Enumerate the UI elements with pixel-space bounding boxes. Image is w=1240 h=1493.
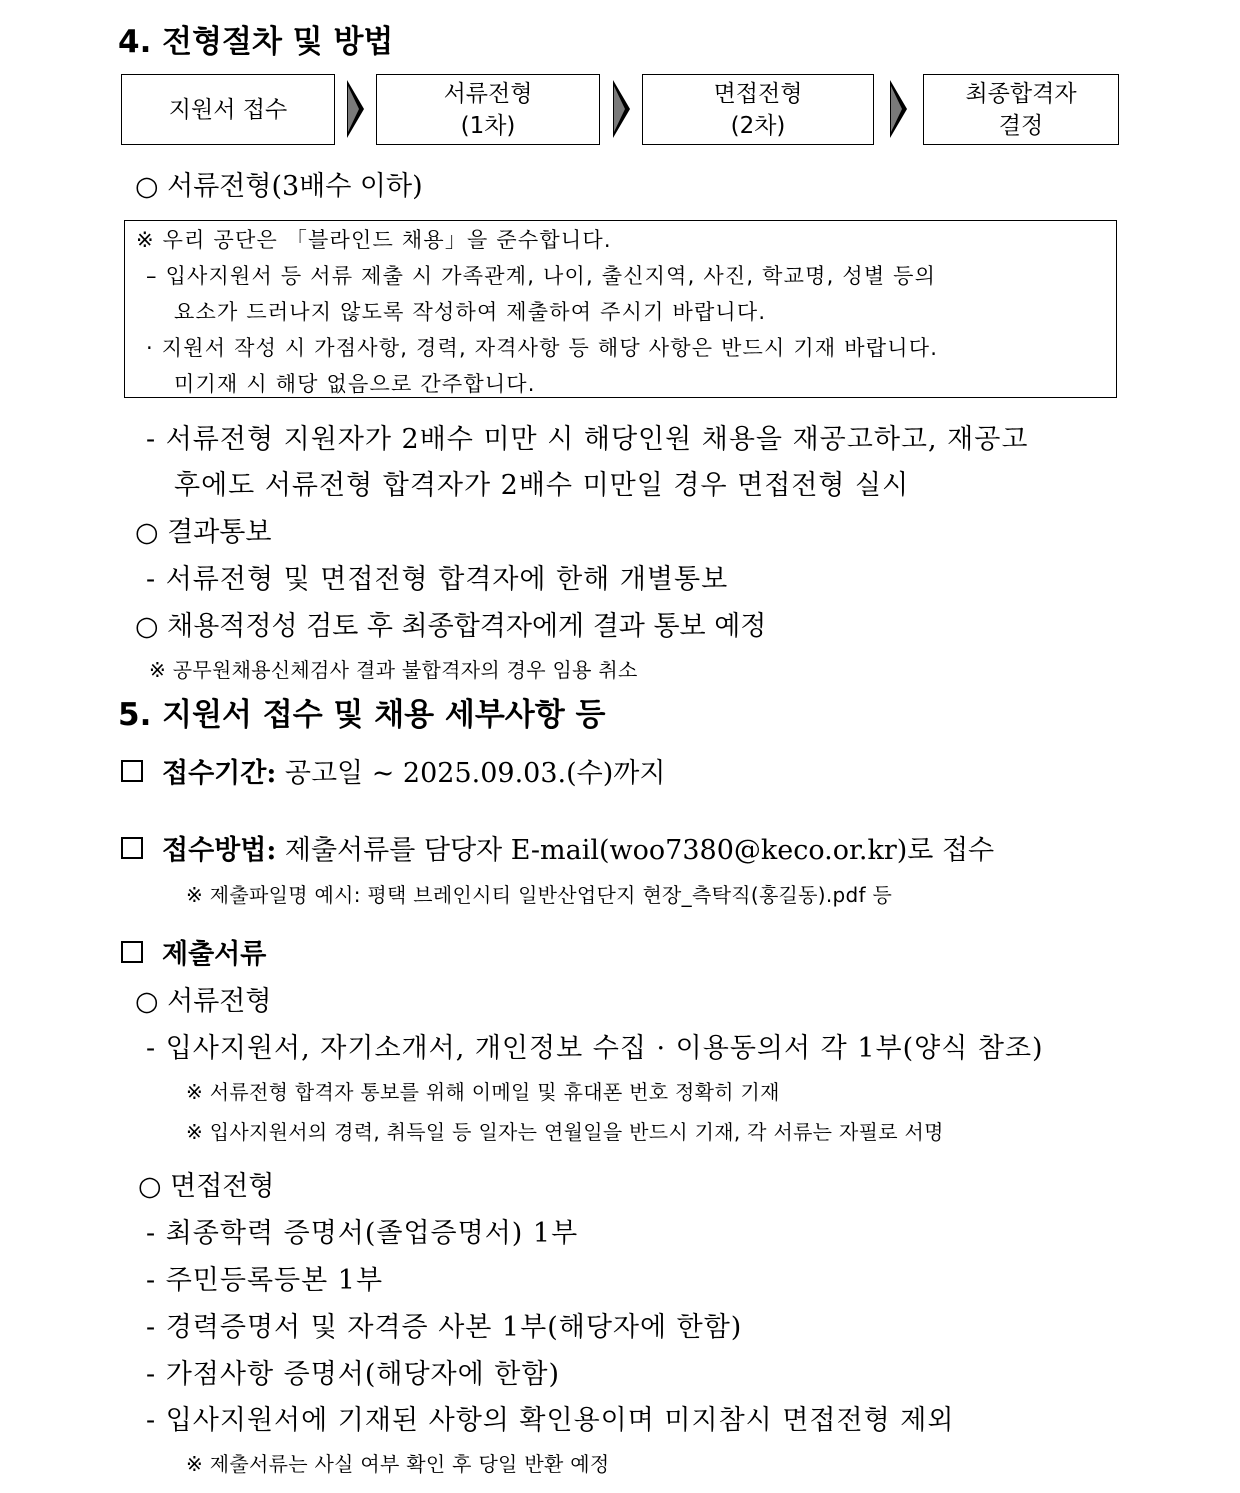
doc-stage-note: ※ 입사지원서의 경력, 취득일 등 일자는 연월일을 반드시 기재, 각 서류는 자필로 서명 — [186, 1120, 944, 1144]
readvertise-text: - 서류전형 지원자가 2배수 미만 시 해당인원 채용을 재공고하고, 재공고 — [146, 424, 1029, 455]
notice-line: 요소가 드러나지 않도록 작성하여 제출하여 주시기 바랍니다. — [174, 300, 767, 324]
step-label: 지원서 접수 — [168, 96, 288, 123]
step-arrow-icon — [890, 80, 907, 138]
checkbox-icon — [121, 837, 143, 859]
doc-screening-heading: ○ 서류전형(3배수 이하) — [135, 171, 423, 202]
doc-stage-items: - 입사지원서, 자기소개서, 개인정보 수집 · 이용동의서 각 1부(양식 참조) — [146, 1033, 1044, 1064]
result-notice-detail: - 서류전형 및 면접전형 합격자에 한해 개별통보 — [146, 564, 729, 595]
step-label: 면접전형 — [713, 80, 803, 107]
checkbox-icon — [121, 760, 143, 782]
interview-heading: ○ 면접전형 — [138, 1171, 275, 1202]
application-period — [162, 751, 665, 790]
interview-item: - 입사지원서에 기재된 사항의 확인용이며 미지참시 면접전형 제외 — [146, 1405, 955, 1436]
period-value: 공고일 ~ 2025.09.03.(수)까지 — [284, 758, 666, 789]
submit-docs-heading: 제출서류 — [162, 939, 267, 970]
step-label: 서류전형 — [443, 80, 533, 107]
interview-item: - 주민등록등본 1부 — [146, 1265, 384, 1296]
doc-stage-note: ※ 서류전형 합격자 통보를 위해 이메일 및 휴대폰 번호 정확히 기재 — [186, 1080, 780, 1104]
result-notice-heading: ○ 결과통보 — [135, 517, 272, 548]
doc-stage-heading: ○ 서류전형 — [135, 986, 272, 1017]
final-notice-heading: ○ 채용적정성 검토 후 최종합격자에게 결과 통보 예정 — [135, 611, 767, 642]
step-sublabel: (2차) — [730, 112, 786, 139]
checkbox-icon — [121, 941, 143, 963]
section-5-title: 5. 지원서 접수 및 채용 세부사항 등 — [118, 697, 606, 733]
filename-example-note: ※ 제출파일명 예시: 평택 브레인시티 일반산업단지 현장_측탁직(홍길동).pdf 등 — [186, 883, 893, 907]
notice-line: 미기재 시 해당 없음으로 간주합니다. — [174, 372, 536, 396]
notice-line: ※ 우리 공단은 「블라인드 채용」을 준수합니다. — [136, 228, 612, 252]
interview-item: - 경력증명서 및 자격증 사본 1부(해당자에 한함) — [146, 1312, 743, 1343]
step-sublabel: 결정 — [998, 112, 1044, 139]
step-final-decision — [923, 74, 1119, 145]
step-label: 최종합격자 — [965, 80, 1077, 107]
interview-item: - 최종학력 증명서(졸업증명서) 1부 — [146, 1218, 579, 1249]
period-label: 접수기간: — [162, 758, 277, 789]
step-application — [121, 74, 335, 145]
notice-line: – 입사지원서 등 서류 제출 시 가족관계, 나이, 출신지역, 사진, 학교명, 성별 등의 — [146, 264, 937, 288]
method-value: 제출서류를 담당자 E-mail(woo7380@keco.or.kr)로 접수 — [284, 835, 995, 866]
section-4-title: 4. 전형절차 및 방법 — [118, 24, 394, 60]
notice-line: · 지원서 작성 시 가점사항, 경력, 자격사항 등 해당 사항은 반드시 기재 바랍니다. — [146, 336, 939, 360]
method-label: 접수방법: — [162, 835, 277, 866]
step-sublabel: (1차) — [460, 112, 516, 139]
step-arrow-icon — [613, 80, 630, 138]
readvertise-text-cont: 후에도 서류전형 합격자가 2배수 미만일 경우 면접전형 실시 — [174, 470, 910, 501]
step-arrow-icon — [347, 80, 364, 138]
return-docs-note: ※ 제출서류는 사실 여부 확인 후 당일 반환 예정 — [186, 1452, 610, 1476]
health-check-note: ※ 공무원채용신체검사 결과 불합격자의 경우 임용 취소 — [149, 658, 638, 682]
application-method — [162, 828, 994, 867]
step-document-screening — [376, 74, 600, 145]
interview-item: - 가점사항 증명서(해당자에 한함) — [146, 1359, 561, 1390]
step-interview — [642, 74, 874, 145]
